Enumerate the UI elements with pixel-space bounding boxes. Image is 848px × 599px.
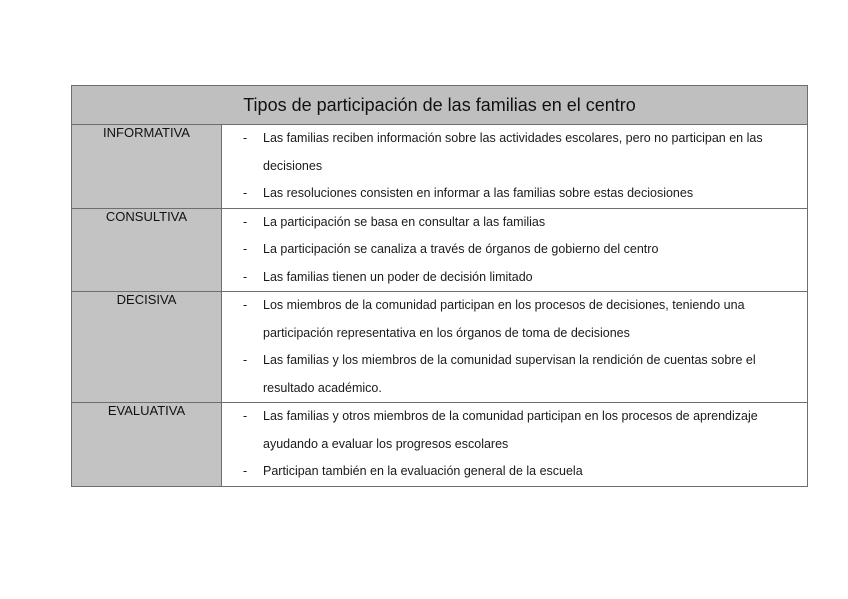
dash-bullet: -	[243, 353, 248, 367]
table-row	[72, 403, 808, 487]
description-cell	[222, 403, 808, 487]
table-row	[72, 292, 808, 403]
list-item	[222, 458, 807, 486]
list-item-text: Las familias y otros miembros de la comunidad participan en los procesos de aprendizaje ayudando a evaluar los progresos escolares	[263, 409, 758, 451]
dash-bullet: -	[243, 298, 248, 312]
description-cell	[222, 208, 808, 292]
table-title: Tipos de participación de las familias en el centro	[72, 86, 808, 125]
list-item	[222, 292, 807, 347]
list-item	[222, 403, 807, 458]
bullet-list	[222, 403, 807, 486]
list-item	[222, 347, 807, 402]
list-item-text: Las familias tienen un poder de decisión limitado	[263, 269, 533, 284]
dash-bullet: -	[243, 214, 248, 229]
list-item-text: La participación se basa en consultar a las familias	[263, 214, 546, 229]
bullet-list	[222, 125, 807, 208]
list-item-text: Participan también en la evaluación general de la escuela	[263, 464, 583, 478]
list-item	[222, 125, 807, 180]
list-item-text: Las familias reciben información sobre las actividades escolares, pero no participan en las decisiones	[263, 131, 763, 173]
dash-bullet: -	[243, 409, 248, 423]
participation-table	[71, 85, 808, 487]
list-item	[222, 236, 807, 264]
category-informativa: INFORMATIVA	[72, 125, 222, 209]
list-item	[222, 264, 807, 292]
list-item-text: Las resoluciones consisten en informar a las familias sobre estas deciosiones	[263, 186, 694, 200]
category-decisiva: DECISIVA	[72, 292, 222, 403]
list-item	[222, 209, 807, 237]
description-cell	[222, 125, 808, 209]
list-item-text: La participación se canaliza a través de órganos de gobierno del centro	[263, 242, 659, 256]
table-row	[72, 208, 808, 292]
table-row	[72, 125, 808, 209]
category-evaluativa: EVALUATIVA	[72, 403, 222, 487]
category-consultiva: CONSULTIVA	[72, 208, 222, 292]
bullet-list	[222, 209, 807, 292]
dash-bullet: -	[243, 242, 248, 256]
list-item-text: Los miembros de la comunidad participan en los procesos de decisiones, teniendo una participación representativa en los órganos de toma de decisiones	[263, 298, 745, 340]
list-item	[222, 180, 807, 208]
dash-bullet: -	[243, 269, 248, 284]
dash-bullet: -	[243, 131, 248, 145]
bullet-list	[222, 292, 807, 402]
table-title-row	[72, 86, 808, 125]
list-item-text: Las familias y los miembros de la comunidad supervisan la rendición de cuentas sobre el resultado académico.	[263, 353, 756, 395]
description-cell	[222, 292, 808, 403]
dash-bullet: -	[243, 186, 248, 200]
dash-bullet: -	[243, 464, 248, 478]
